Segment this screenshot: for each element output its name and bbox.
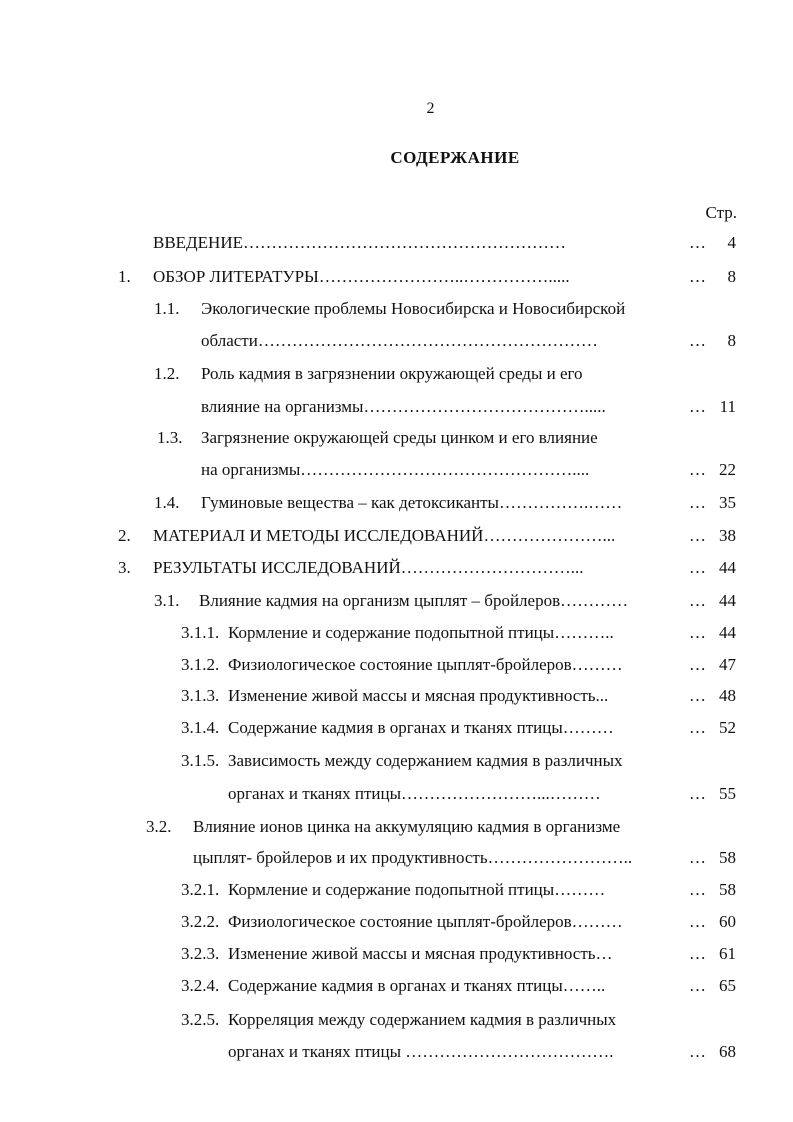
toc-entry-dots: …: [689, 1042, 706, 1061]
toc-entry-text: РЕЗУЛЬТАТЫ ИССЛЕДОВАНИЙ…………………………...: [153, 558, 584, 577]
toc-entry-number: 3.1.4.: [181, 718, 220, 737]
toc-entry-dots: …: [689, 233, 706, 252]
toc-entry-dots: …: [689, 686, 706, 705]
toc-entry-number: 3.2.4.: [181, 976, 220, 995]
toc-entry-text: МАТЕРИАЛ И МЕТОДЫ ИССЛЕДОВАНИЙ…………………...: [153, 526, 616, 545]
toc-entry-text-continued: органах и тканях птицы……………………...………: [228, 784, 601, 803]
page-title: СОДЕРЖАНИЕ: [390, 148, 520, 167]
toc-entry-text: Роль кадмия в загрязнении окружающей среды и его: [201, 364, 583, 383]
toc-entry-dots: …: [689, 623, 706, 642]
toc-entry-text: Корреляция между содержанием кадмия в различных: [228, 1010, 617, 1029]
toc-entry-dots: …: [689, 912, 706, 931]
toc-entry-text-continued: цыплят- бройлеров и их продуктивность……………………..: [193, 848, 633, 867]
toc-entry-text: Загрязнение окружающей среды цинком и его влияние: [201, 428, 598, 447]
toc-entry-dots: …: [689, 718, 706, 737]
toc-entry-text: Гуминовые вещества – как детоксиканты…………….……: [201, 493, 623, 512]
toc-entry-number: 3.1.: [154, 591, 180, 610]
toc-entry-number: 1.1.: [154, 299, 180, 318]
toc-entry-text: Изменение живой массы и мясная продуктивность…: [228, 944, 613, 963]
toc-entry-text: Физиологическое состояние цыплят-бройлеров………: [228, 655, 623, 674]
toc-entry-dots: …: [689, 848, 706, 867]
toc-entry-number: 3.2.2.: [181, 912, 220, 931]
toc-entry-page: 47: [719, 655, 736, 674]
toc-entry-dots: …: [689, 460, 706, 479]
toc-entry-number: 3.1.5.: [181, 751, 220, 770]
toc-entry-page: 38: [719, 526, 736, 545]
toc-entry-number: 3.: [118, 558, 131, 577]
toc-entry-text-continued: органах и тканях птицы ……………………………….: [228, 1042, 614, 1061]
toc-entry-number: 2.: [118, 526, 131, 545]
toc-entry-page: 44: [719, 623, 736, 642]
toc-entry-text: ОБЗОР ЛИТЕРАТУРЫ……………………..…………….....: [153, 267, 570, 286]
toc-entry-page: 55: [719, 784, 736, 803]
toc-entry-page: 48: [719, 686, 736, 705]
toc-entry-page: 4: [727, 233, 736, 252]
toc-entry-page: 8: [727, 267, 736, 286]
toc-entry-text: Влияние ионов цинка на аккумуляцию кадмия в организме: [193, 817, 621, 836]
toc-entry-page: 44: [719, 591, 736, 610]
toc-entry-dots: …: [689, 880, 706, 899]
toc-entry-text: Физиологическое состояние цыплят-бройлеров………: [228, 912, 623, 931]
toc-entry-page: 65: [719, 976, 736, 995]
toc-entry-dots: …: [689, 526, 706, 545]
toc-entry-number: 3.2.: [146, 817, 172, 836]
toc-entry-dots: …: [689, 784, 706, 803]
toc-entry-text: Содержание кадмия в органах и тканях птицы………: [228, 718, 614, 737]
toc-entry-text: Кормление и содержание подопытной птицы………: [228, 880, 606, 899]
toc-entry-number: 3.2.1.: [181, 880, 220, 899]
toc-entry-text: Кормление и содержание подопытной птицы………..: [228, 623, 614, 642]
toc-entry-page: 58: [719, 880, 736, 899]
toc-entry-number: 3.2.3.: [181, 944, 220, 963]
toc-entry-page: 8: [727, 331, 736, 350]
toc-entry-dots: …: [689, 976, 706, 995]
toc-entry-page: 52: [719, 718, 736, 737]
toc-entry-text-continued: области……………………………………………………: [201, 331, 598, 350]
toc-entry-number: 1.3.: [157, 428, 183, 447]
toc-entry-text: Изменение живой массы и мясная продуктивность...: [228, 686, 609, 705]
toc-entry-page: 11: [719, 397, 736, 416]
toc-entry-page: 22: [719, 460, 736, 479]
toc-entry-text: ВВЕДЕНИЕ…………………………………………………: [153, 233, 566, 252]
toc-entry-dots: …: [689, 397, 706, 416]
toc-entry-page: 60: [719, 912, 736, 931]
toc-entry-text: Экологические проблемы Новосибирска и Новосибирской: [201, 299, 626, 318]
toc-entry-text: Содержание кадмия в органах и тканях птицы……..: [228, 976, 606, 995]
toc-entry-dots: …: [689, 267, 706, 286]
toc-entry-number: 3.2.5.: [181, 1010, 220, 1029]
toc-entry-number: 3.1.1.: [181, 623, 220, 642]
toc-entry-page: 61: [719, 944, 736, 963]
toc-entry-text-continued: влияние на организмы………………………………….....: [201, 397, 606, 416]
toc-entry-number: 1.2.: [154, 364, 180, 383]
toc-entry-page: 68: [719, 1042, 736, 1061]
toc-entry-number: 1.4.: [154, 493, 180, 512]
toc-entry-text: Зависимость между содержанием кадмия в различных: [228, 751, 623, 770]
page-column-header: Стр.: [705, 203, 737, 222]
toc-entry-dots: …: [689, 331, 706, 350]
toc-entry-dots: …: [689, 655, 706, 674]
toc-entry-number: 3.1.3.: [181, 686, 220, 705]
toc-entry-text-continued: на организмы…………………………………………....: [201, 460, 590, 479]
toc-entry-number: 1.: [118, 267, 131, 286]
toc-entry-dots: …: [689, 591, 706, 610]
toc-entry-page: 44: [719, 558, 736, 577]
toc-entry-dots: …: [689, 558, 706, 577]
toc-entry-text: Влияние кадмия на организм цыплят – бройлеров…………: [199, 591, 629, 610]
toc-entry-number: 3.1.2.: [181, 655, 220, 674]
page-number: 2: [426, 100, 435, 117]
toc-entry-page: 58: [719, 848, 736, 867]
toc-entry-dots: …: [689, 944, 706, 963]
toc-entry-dots: …: [689, 493, 706, 512]
toc-entry-page: 35: [719, 493, 736, 512]
